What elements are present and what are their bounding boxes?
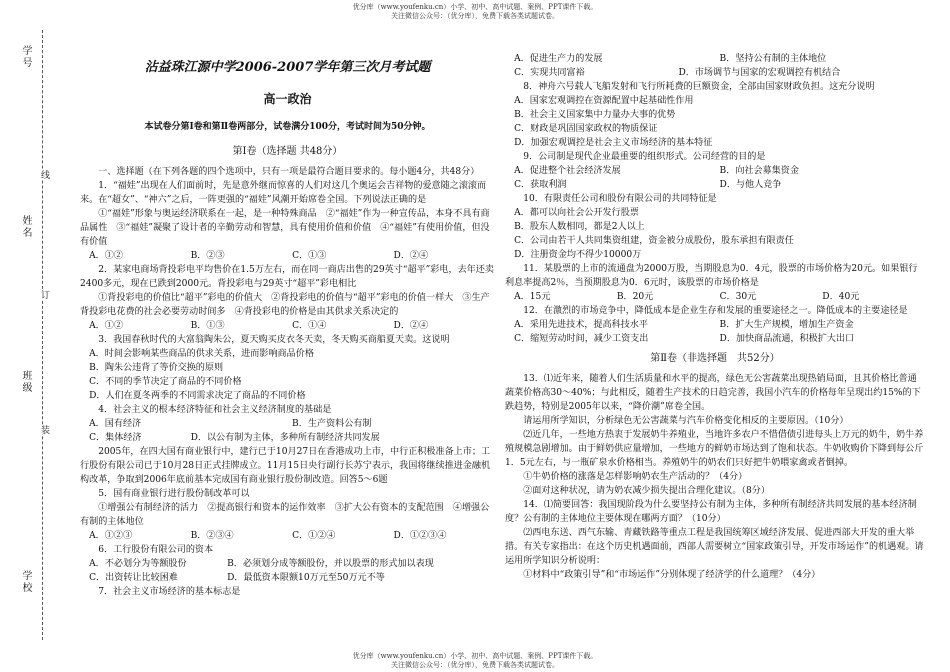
option: D．②④	[393, 251, 429, 261]
watermark-line: 关注微信公众号：（优分库），免费下载各类试题试卷。	[391, 12, 559, 20]
watermark-line: 优分库（www.youfenku.cn）小学、初中、高中试题、案例、PPT课件下载。	[352, 3, 598, 11]
question-5: 5．国有商业银行进行股份制改革可以	[98, 489, 250, 499]
option: C．公司由若干人共同集资组建，资金被分成股份，股东承担有限责任	[514, 236, 794, 246]
option: A．采用先进技术，提高科技水平	[514, 320, 648, 330]
option: D．①②③④	[393, 531, 447, 541]
question-14-sub1: ①材料中“政策引导”和“市场运作”分别体现了经济学的什么道理？（4分）	[523, 570, 821, 580]
question-11: 11．某股票的上市的流通盘为2000万股，当期股息为0．4元，股票的市场价格为20元。如果银行利息率提高2％，当预期股息为0．6元时，该股票的市场价格是	[505, 264, 918, 288]
question-6-options-row2	[89, 571, 495, 585]
question-7-options-row2	[514, 66, 925, 80]
option: B．陶朱公违背了等价交换的原则	[89, 363, 224, 373]
section-2-title: 第Ⅱ卷（非选择题 共52分）	[650, 353, 780, 364]
question-4: 4．社会主义的根本经济特征和社会主义经济制度的基础是	[98, 405, 332, 415]
option: B．②③	[190, 251, 225, 261]
option: B．股东人数相同，都是2人以上	[514, 222, 645, 232]
option: D．最低资本限额10万元至50万元不等	[227, 573, 385, 583]
question-13-sub1: ①牛奶价格的涨落是怎样影响奶农生产活动的？（4分）	[523, 472, 748, 482]
option: A．不必划分为等额股份	[89, 559, 187, 569]
question-9-options	[514, 164, 925, 178]
option: A．国有经济	[89, 419, 142, 429]
question-8: 8．神舟六号载人飞船发射和飞行所耗费的巨额资金，全部由国家财政负担。这充分说明	[523, 82, 875, 92]
binding-line	[42, 30, 43, 640]
option: B．扩大生产规模，增加生产资金	[719, 320, 854, 330]
option: C．集体经济	[89, 433, 142, 443]
question-9: 9．公司制是现代企业最重要的组织形式。公司经营的目的是	[523, 152, 766, 162]
option: D．②④	[393, 321, 429, 331]
question-12-options	[514, 318, 925, 332]
question-1-statements: ①“福娃”形象与奥运经济联系在一起，是一种特殊商品 ②“福娃”作为一种宣传品，本身不具有商品属性 ③“福娃”凝聚了设计者的辛勤劳动和智慧，具有使用价值和价值 ④“福娃”有使用价值，但没有价值	[80, 209, 490, 247]
binding-mark: 装	[39, 425, 49, 434]
question-5-statements: ①增强公有制经济的活力 ②提高银行和资本的运作效率 ③扩大公有资本的支配范围 ④增强公有制的主体地位	[80, 503, 490, 527]
student-id-label: 学号	[20, 45, 31, 69]
option: C．出资转让比较困难	[89, 573, 178, 583]
option: B．向社会募集资金	[719, 166, 799, 176]
option: A．都可以向社会公开发行股票	[514, 208, 639, 218]
question-2: 2．某家电商场背投彩电平均售价在1.5万左右，而在同一商店出售的29英寸“超平”彩电，去年还卖2400多元，现在已跌到2000元。背投彩电与29英寸“超平”彩电相比	[80, 265, 494, 289]
option: D．市场调节与国家的宏观调控有机结合	[678, 68, 841, 78]
question-5-options	[89, 529, 495, 543]
option: D．加快商品流通，积极扩大出口	[719, 334, 855, 344]
option: C．①③	[292, 251, 327, 261]
question-13-part2: ⑵近几年，一些地方热衷于发展奶牛养殖业，当地许多农户不惜借债引进每头上万元的奶牛，奶牛养殖规模急剧增加。由于鲜奶供应量增加，一些地方的鲜奶市场达到了饱和状态。牛奶收购价下降到每公斤1．5元左右，与一瓶矿泉水价格相当。养殖奶牛的奶农们只好把牛奶喂家禽或者倒掉。	[505, 430, 924, 468]
option: C．财政是巩固国家政权的物质保证	[514, 124, 658, 134]
binding-margin	[0, 0, 62, 672]
question-7-options	[514, 52, 925, 66]
question-3: 3．我国春秋时代的大富翁陶朱公，夏天购买皮衣冬天卖，冬天购买商船夏天卖。这说明	[98, 335, 450, 345]
option: B．②③④	[190, 531, 234, 541]
class-label: 班级	[20, 370, 31, 394]
question-13-task1: 请运用所学知识，分析绿色无公害蔬菜与汽车价格变化相反的主要原因。（10分）	[523, 416, 849, 426]
question-13-part1: 13．⑴近年来，随着人们生活质量和水平的提高，绿色无公害蔬菜出现热销局面，且其价格比普通蔬菜价格高30～40%；与此相反，随着生产技术的日趋完善，我国小汽车的价格每年呈现出约15%的下跌趋势，特别是2005年以来，“降价潮”席卷全国。	[505, 374, 921, 412]
option: D．注册资金均不得少10000万	[514, 250, 642, 260]
question-1-options	[89, 249, 495, 263]
option: B．坚持公有制的主体地位	[719, 54, 827, 64]
watermark-line: 关注微信公众号：（优分库），免费下载各类试题试卷。	[391, 661, 559, 669]
option: B．①③	[190, 321, 225, 331]
option: C．缩短劳动时间，减少工资支出	[514, 334, 649, 344]
watermark-line: 优分库（www.youfenku.cn）小学、初中、高中试题、案例、PPT课件下载。	[352, 652, 598, 660]
question-2-statements: ①背投彩电的价值比“超平”彩电的价值大 ②背投彩电的价值与“超平”彩电的价值一样大 ③生产背投彩电花费的社会必要劳动时间多 ④背投彩电的价格是由其供求关系决定的	[80, 293, 490, 317]
option: A．时间会影响某些商品的供求关系，进而影响商品价格	[89, 349, 314, 359]
option: A．国家宏观调控在资源配置中起基础性作用	[514, 96, 694, 106]
option: A．①②	[89, 321, 123, 331]
option: B．社会主义国家集中力量办大事的优势	[514, 110, 676, 120]
option: A．促进生产力的发展	[514, 54, 603, 64]
name-label: 姓名	[20, 215, 31, 239]
school-label: 学校	[20, 570, 31, 594]
binding-mark: 订	[39, 290, 49, 299]
option: D．以公有制为主体，多种所有制经济共同发展	[190, 433, 380, 443]
question-11-options	[514, 290, 925, 304]
option: C．不同的季节决定了商品的不同价格	[89, 377, 242, 387]
question-12-options-row2	[514, 332, 925, 346]
question-13-sub2: ②面对这种状况，请为奶农减少损失提出合理化建议。（8分）	[523, 486, 770, 496]
option: C．①②④	[292, 531, 336, 541]
question-2-options	[89, 319, 495, 333]
option: C．获取利润	[514, 180, 567, 190]
question-14-part2: ⑵西电东送、西气东输、青藏铁路等重点工程是我国统筹区域经济发展、促进西部大开发的重大举措。有关专家指出：在这个历史机遇面前，西部人需要树立“国家政策引导，开发市场运作”的机遇观。请运用所学知识分析说明：	[505, 528, 924, 566]
right-column	[505, 52, 925, 582]
option: A．①②	[89, 251, 123, 261]
option: B．必须划分成等额股份，并以股票的形式加以表现	[227, 559, 434, 569]
option: C．30元	[719, 292, 757, 302]
option: A．①②③	[89, 531, 133, 541]
question-9-options-row2	[514, 178, 925, 192]
question-10: 10．有限责任公司和股份有限公司的共同特征是	[523, 194, 717, 204]
question-4-options	[89, 417, 495, 431]
option: B．生产资料公有制	[292, 419, 372, 429]
option: D．与他人竞争	[719, 180, 782, 190]
passage-5-6: 2005年，在四大国有商业银行中，建行已于10月27日在香港成功上市，中行正积极准备上市；工行股份有限公司已于10月28日正式挂牌成立。11月15日央行副行长苏宁表示，我国将继续推进金融机构改革，争取到2006年底前基本完成国有商业银行股份制改造。回答5～6题	[80, 447, 491, 485]
instructions: 一、选择题（在下列各题的四个选项中，只有一项是最符合题目要求的。每小题4分，共48分）	[98, 167, 480, 177]
option: D．40元	[822, 292, 860, 302]
subject-title: 高一政治	[263, 92, 312, 106]
option: A．15元	[514, 292, 551, 302]
question-1: 1．“福娃”出现在人们面前时，先是意外继而惊喜的人们对这几个奥运会吉祥物的爱意随之滚滚而来。在“超女”、“神六”之后，一阵更强的“福娃”风潮开始席卷全国。下列说法正确的是	[80, 181, 487, 205]
option: A．促进整个社会经济发展	[514, 166, 621, 176]
question-6-options	[89, 557, 495, 571]
binding-mark: 线	[39, 170, 49, 179]
option: D．人们在夏冬两季的不同需求决定了商品的不同价格	[89, 391, 306, 401]
question-4-options-row2	[89, 431, 495, 445]
question-7: 7．社会主义市场经济的基本标志是	[98, 587, 241, 597]
watermark-bottom	[0, 652, 950, 670]
question-6: 6．工行股份有限公司的资本	[98, 545, 214, 555]
section-1-title: 第Ⅰ卷（选择题 共48分）	[232, 146, 343, 157]
option: C．实现共同富裕	[514, 68, 585, 78]
exam-note: 本试卷分第Ⅰ卷和第Ⅱ卷两部分，试卷满分100分，考试时间为50分钟。	[144, 122, 431, 132]
question-14-part1: 14．⑴简要回答：我国现阶段为什么要坚持公有制为主体，多种所有制经济共同发展的基本经济制度？公有制的主体地位主要体现在哪两方面？（10分）	[505, 500, 917, 524]
watermark-top	[0, 3, 950, 21]
question-12: 12．在激烈的市场竞争中，降低成本是企业生存和发展的重要途径之一。降低成本的主要途径是	[523, 306, 908, 316]
exam-title: 沾益珠江源中学2006-2007学年第三次月考试题	[144, 60, 431, 75]
option: B．20元	[616, 292, 654, 302]
option: D．加强宏观调控是社会主义市场经济的基本特征	[514, 138, 713, 148]
option: C．①④	[292, 321, 327, 331]
left-column	[80, 58, 495, 599]
